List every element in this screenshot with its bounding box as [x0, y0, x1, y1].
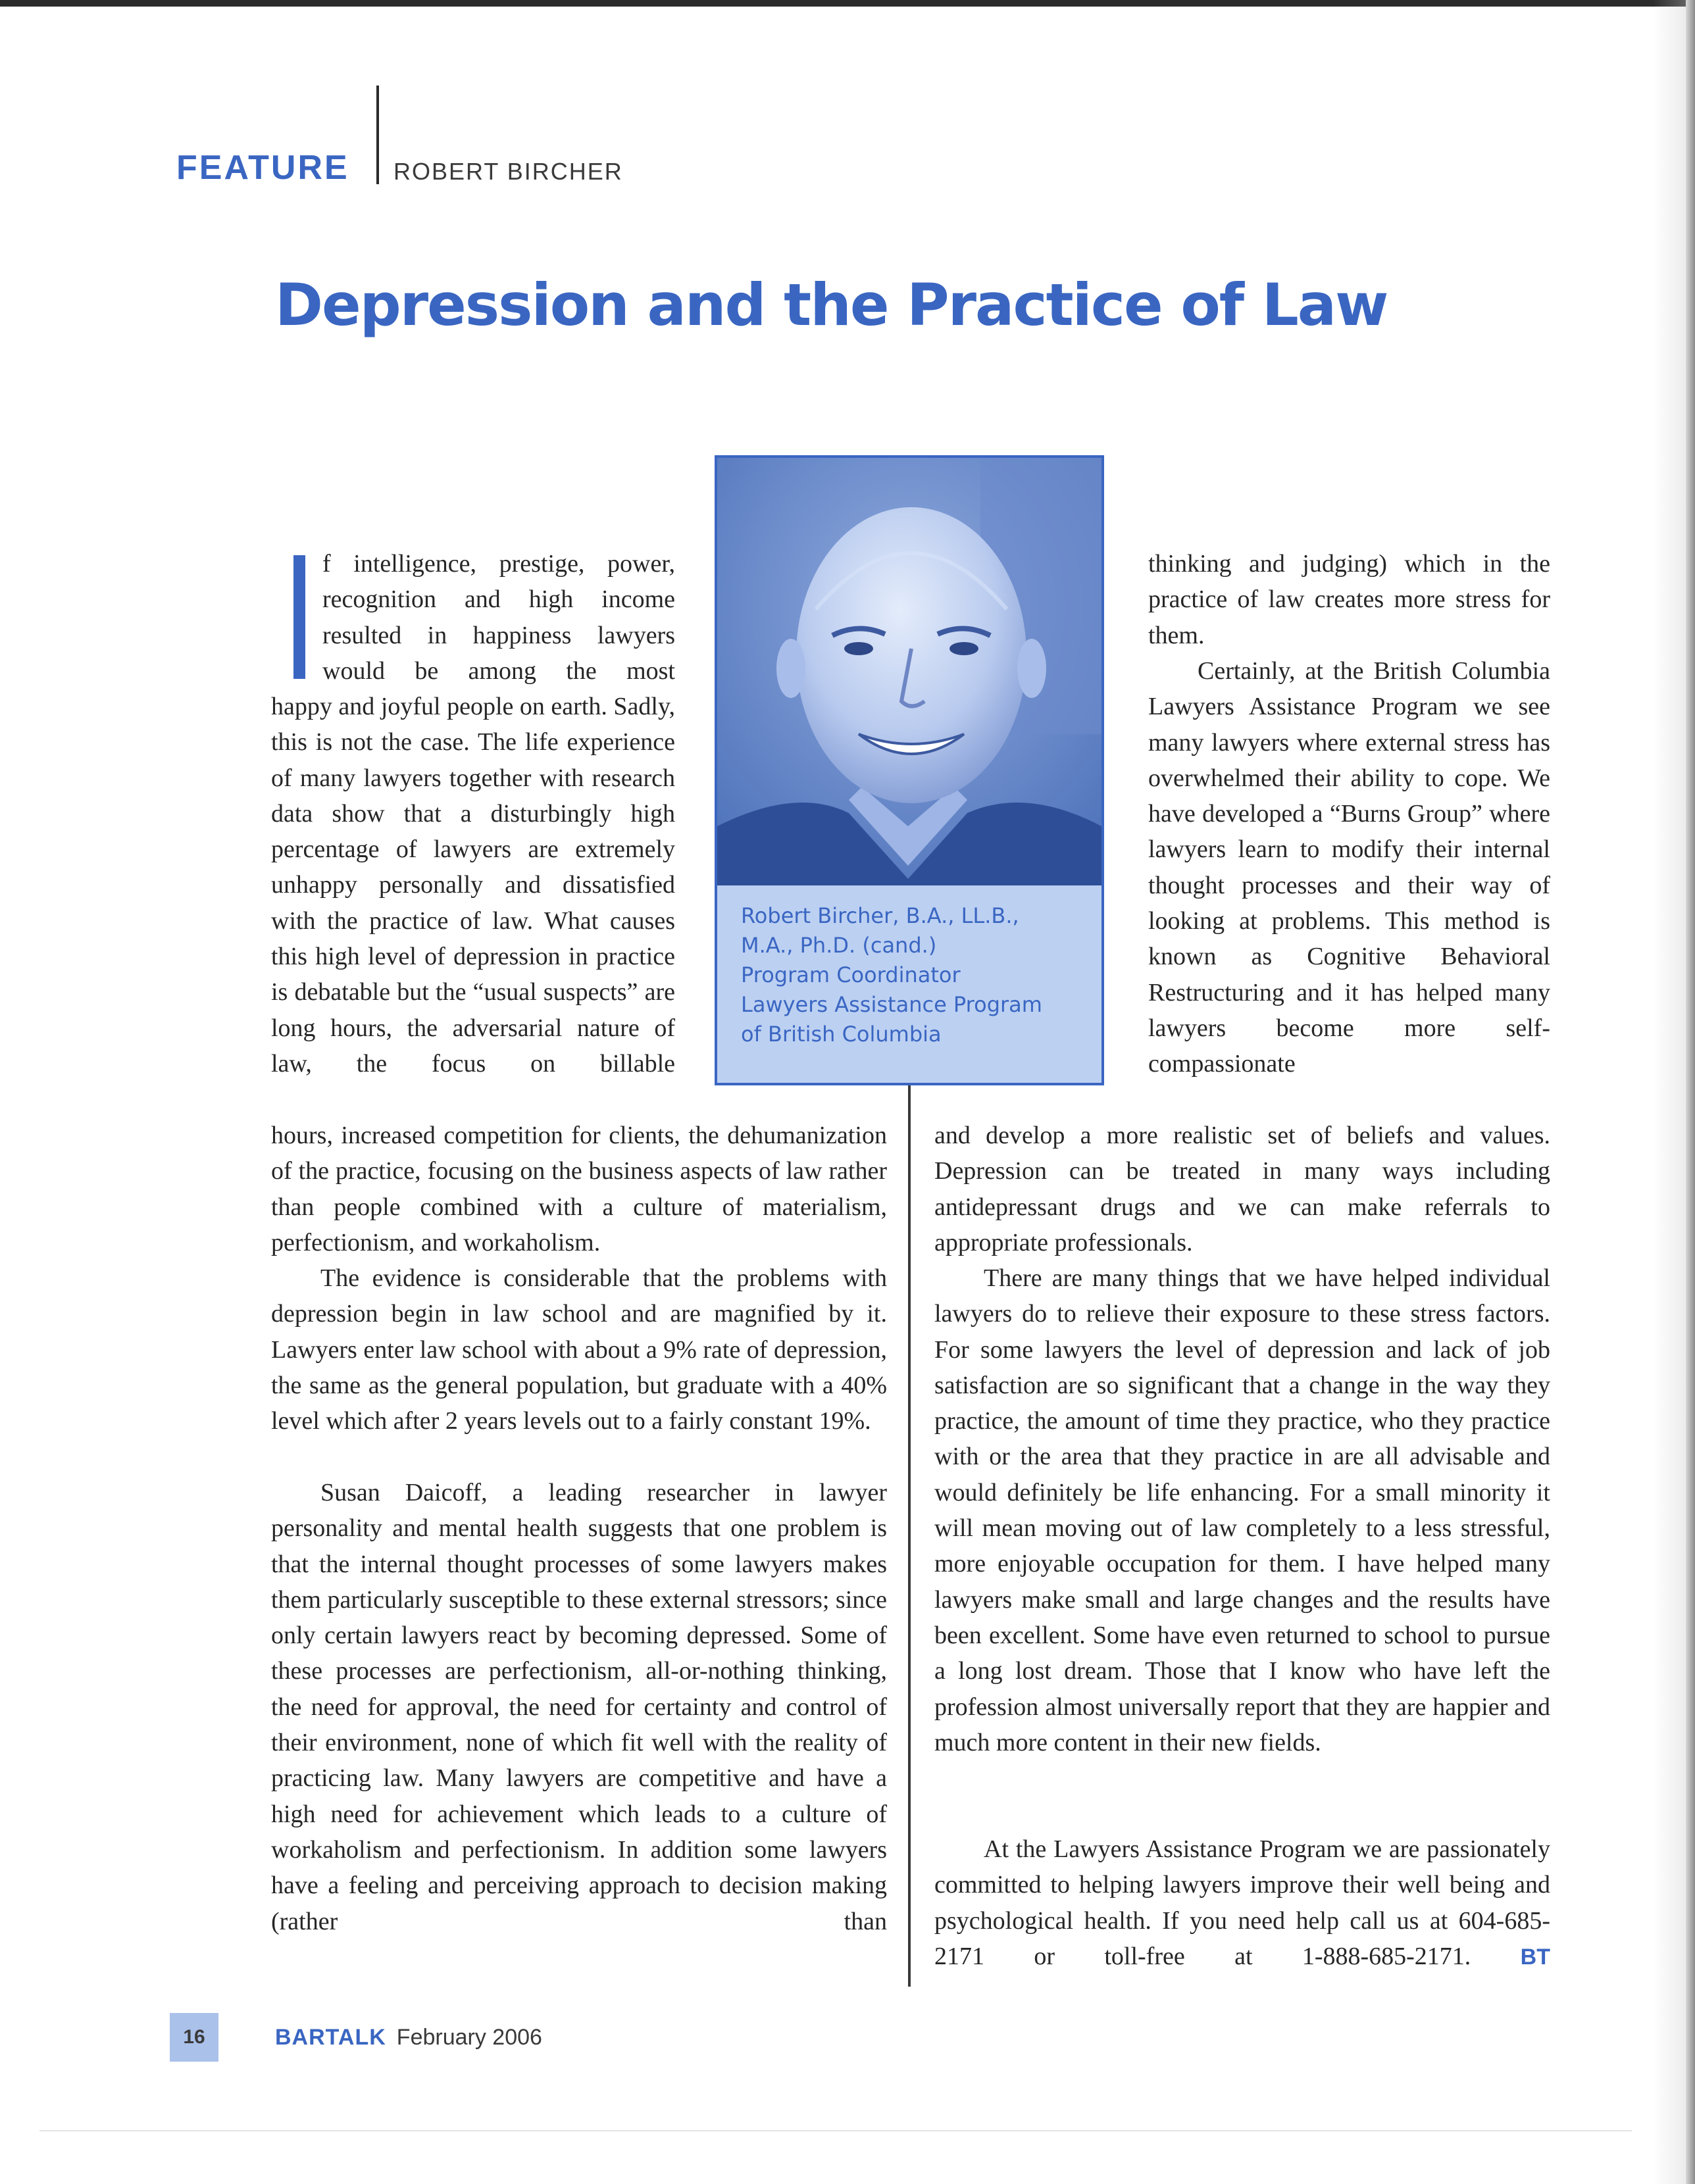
section-label: FEATURE [176, 149, 349, 187]
caption-line: Program Coordinator [741, 962, 961, 987]
paragraph-3: Susan Daicoff, a leading researcher in lawyer personality and mental health suggests that one problem is that the internal thought processes of some lawyers makes them particularly susceptible to these external stressors; since only certain lawyers react by becoming depressed. Some of these processes are perfectionism, all-or-nothing thinking, the need for approval, the need for certainty and control of their environment, none of which fit well with the reality of practicing law. Many lawyers are competitive and have a high need for achievement which leads to a culture of workaholism and perfectionism. In addition some lawyers have a feeling and perceiving approach to decision making (rather than [271, 1479, 887, 1935]
top-rule [0, 0, 1695, 7]
caption-line: Robert Bircher, B.A., LL.B., [741, 903, 1019, 928]
end-mark: BT [1520, 1944, 1550, 1970]
column-divider [908, 1085, 911, 1987]
bottom-rule [39, 2130, 1632, 2131]
paragraph-1-beside-photo: happy and joyful people on earth. Sadly, this is not the case. The life experience of many lawyers together with research data show that a disturbingly high percentage of lawyers are extremely unhappy personally and dissatisfied with the practice of law. What causes this high level of depression in practice is debatable but the “usual suspects” are long hours, the adversarial nature of law, the focus on billable [271, 693, 675, 1078]
page-number: 16 [170, 2013, 218, 2062]
caption-line: Lawyers Assistance Program [741, 992, 1042, 1017]
caption-line: M.A., Ph.D. (cand.) [741, 933, 937, 958]
paragraph-2: The evidence is considerable that the problems with depression begin in law school and are magnified by it. Lawyers enter law school with about a 9% rate of depression, the same as the general population, but graduate with a 40% level which after 2 years levels out to a fairly constant 19%. [271, 1264, 887, 1435]
header-divider [376, 86, 379, 184]
page-curl-shadow [1653, 0, 1686, 2184]
author-photo-box [715, 455, 1104, 1085]
magazine-name: BARTALK [275, 2025, 386, 2050]
author-portrait-photo [717, 458, 1101, 885]
paragraph-5: There are many things that we have helped individual lawyers do to relieve their exposure to these stress factors. For some lawyers the level of depression and lack of job satisfaction are so significant that a change in the way they practice, the amount of time they practice, who they practice with or the area that they practice in are all advisable and would definitely be life enhancing. For a small minority it will mean moving out of law completely to a less stressful, more enjoyable occupation for them. I have helped many lawyers make small and large changes and the results have been excellent. Some have even returned to school to pursue a long lost dream. Those that I know who have left the profession almost universally report that they are happier and much more content in their new fields. [934, 1264, 1550, 1756]
drop-cap-letter-i [293, 555, 305, 679]
author-byline: ROBERT BIRCHER [393, 158, 623, 185]
paragraph-4-beside-photo: Certainly, at the British Columbia Lawyers Assistance Program we see many lawyers where external stress has overwhelmed their ability to cope. We have developed a “Burns Group” where lawyers learn to modify their internal thought processes and their way of looking at problems. This method is known as Cognitive Behavioral Restructuring and it has helped many lawyers become more self-compassionate [1148, 657, 1550, 1078]
article-title: Depression and the Practice of Law [275, 271, 1388, 339]
footer [275, 2025, 542, 2050]
photo-caption [741, 901, 1042, 1049]
page-edge [1686, 0, 1695, 2184]
paragraph-6 [934, 1831, 1550, 1975]
paragraph-3-continued: thinking and judging) which in the practice of law creates more stress for them. [1148, 550, 1550, 649]
issue-date: February 2006 [396, 2025, 542, 2050]
caption-line: of British Columbia [741, 1022, 942, 1047]
paragraph-1-dropcap: f intelligence, prestige, power, recognition and high income resulted in happiness lawyers would be among the most [322, 550, 675, 685]
paragraph-1-full-width: hours, increased competition for clients, the dehumanization of the practice, focusing on the business aspects of law rather than people combined with a culture of materialism, perfectionism, and workaholism. [271, 1122, 887, 1256]
paragraph-6-text: At the Lawyers Assistance Program we are passionately committed to helping lawyers improve their well being and psychological health. If you need help call us at 604-685-2171 or toll-free at 1-888-685-2171. [934, 1835, 1550, 1970]
paragraph-4-full-width: and develop a more realistic set of beliefs and values. Depression can be treated in many ways including antidepressant drugs and we can make referrals to appropriate professionals. [934, 1122, 1550, 1256]
